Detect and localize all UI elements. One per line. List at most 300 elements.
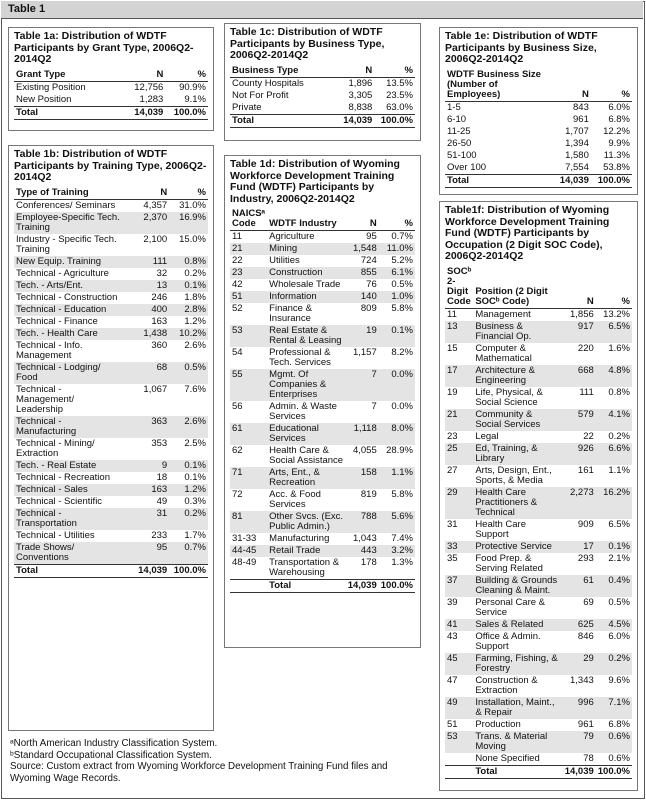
table-1a-grid [14,69,208,120]
table-cell: 443 [346,545,379,557]
table-cell: 8.0% [379,423,415,445]
column-header: N [115,69,165,82]
table-cell: 19 [346,325,379,347]
table-cell: 13 [123,280,170,292]
table-cell: Mgmt. Of Companies & Enterprises [267,369,345,401]
column-header: N [332,65,375,78]
table-1e-grid [445,69,632,188]
table-row [14,484,208,496]
table-cell: Technical - Construction [16,291,118,303]
table-row [445,387,632,409]
total-cell: Total [14,564,123,577]
table-cell: 68 [123,362,170,384]
total-cell: Total [445,174,550,187]
table-cell: 56 [232,401,243,412]
table-row [230,423,415,445]
table-row [445,697,632,719]
table-cell: 0.2% [608,430,630,442]
table-cell: 31.0% [179,199,206,211]
footnote-soc: ᵇStandard Occupational Classification System. [10,749,212,761]
total-cell: 14,039 [346,580,379,593]
table-cell: 961 [577,718,594,730]
total-cell: Total [14,106,115,119]
footnote-naics: ᵃNorth American Industry Classification System. [10,738,218,749]
table-row [445,619,632,631]
table-row [14,280,208,292]
table-cell: Technical - Finance [16,315,98,327]
table-cell: Trade Shows/ Conventions [14,542,123,565]
table-row [445,321,632,343]
table-cell: Personal Care & Service [475,596,546,618]
table-cell: 31 [123,508,170,530]
table-row [230,347,415,369]
table-cell: Tech. - Health Care [14,328,123,340]
table-cell: 10.2% [169,328,208,340]
table-cell: 55 [230,369,267,401]
table-1c-grid [230,65,415,128]
table-row [14,472,208,484]
table-row [445,597,632,619]
table-cell: 0.7% [391,231,413,242]
column-header: N [550,69,591,102]
total-row [445,765,632,778]
table-row [445,553,632,575]
table-row [230,445,415,467]
table-cell: Technical - Mining/ Extraction [16,437,95,459]
column-header: % [596,266,632,309]
table-cell: 0.2% [184,267,206,279]
table-cell: 1.3% [391,557,413,568]
table-cell: Business & Financial Op. [473,321,562,343]
table-1a [8,27,214,131]
table-cell: 11.3% [603,149,630,161]
table-cell: Technical - Sales [14,484,123,496]
total-row [445,174,632,187]
total-row [14,106,208,119]
table-row [445,719,632,731]
table-row [230,557,415,580]
table-cell: 90.9% [179,81,206,93]
table-cell: 72 [232,489,243,500]
table-cell: 53 [445,731,473,753]
table-cell: 161 [577,464,594,476]
table-cell: 0.5% [169,362,208,384]
total-row [14,564,208,577]
table-row [14,234,208,256]
table-cell: Technical - Recreation [16,471,110,483]
table-cell: 6.6% [596,443,632,465]
table-cell: Educational Services [267,423,345,445]
table-cell: Utilities [269,255,300,266]
total-cell: 100.0% [374,114,415,127]
table-cell: 6.5% [608,518,630,530]
table-cell: 843 [573,101,589,113]
table-cell: 2.5% [184,437,206,449]
table-cell: 11.0% [379,243,415,255]
table-row [445,150,632,162]
table-cell: 0.2% [596,653,632,675]
table-cell: 5.2% [391,255,413,266]
table-cell: 1,707 [565,125,589,137]
table-cell: 7.6% [184,383,206,395]
footnote-source: Source: Custom extract from Wyoming Workforce Development Training Fund files and Wyoming Wage Records. [10,761,388,784]
table-cell: 0.6% [608,752,630,764]
table-cell: County Hospitals [232,77,304,89]
table-cell: 1.7% [184,529,206,541]
table-cell: 22 [583,430,594,442]
table-cell: 51 [447,718,458,730]
table-cell: 4,357 [143,199,168,211]
table-row [445,731,632,753]
table-cell: 163 [151,315,168,327]
table-cell: 11 [447,308,457,320]
table-1d-title: Table 1d: Distribution of Wyoming Workforce Development Training Fund (WDTF) Participants by Industry, 2006Q2-2014Q2 [230,158,400,205]
table-row [14,496,208,508]
table-cell: 0.8% [608,386,630,398]
table-cell: 0.1% [169,280,208,292]
table-cell: 1,157 [352,347,377,358]
table-row [230,545,415,557]
table-cell: 8,838 [348,101,373,113]
table-cell: 47 [447,674,458,686]
table-cell: Ed, Training, & Library [473,443,562,465]
page-title: Table 1 [8,3,46,15]
table-row [230,303,415,325]
column-header: SOCᵇ 2-Digit Code [447,265,472,307]
table-cell: 45 [445,653,473,675]
table-cell: 2.8% [169,304,208,316]
table-cell: 18 [156,471,168,483]
column-header: Business Type [230,65,332,78]
table-cell: 625 [563,619,596,631]
table-row [230,291,415,303]
column-header: Grant Type [14,69,115,82]
column-header: % [591,69,632,102]
column-header: NAICSᵃ Code [232,208,266,229]
table-cell: Legal [475,430,499,442]
total-row [230,114,415,127]
table-cell: 41 [445,619,473,631]
table-cell: 6.8% [608,718,630,730]
table-cell: 1,580 [565,149,589,161]
table-cell: 12,756 [134,81,164,93]
table-cell: Professional & Tech. Services [269,347,331,368]
table-cell: 5.8% [391,303,413,314]
table-row [230,267,415,279]
table-cell: 6.1% [379,267,415,279]
table-cell: Technical - Lodging/ Food [14,362,123,384]
table-cell: 23.5% [386,89,413,101]
table-cell: 27 [447,464,458,476]
table-cell: 42 [232,279,243,290]
table-row [445,465,632,487]
total-cell: 14,039 [332,114,375,127]
table-cell: 360 [151,339,168,351]
table-row [14,268,208,280]
table-cell: 2,370 [123,212,170,234]
table-cell: 9.1% [184,93,206,105]
table-cell: 29 [445,487,473,519]
table-cell: Employee-Specific Tech. Training [14,212,123,234]
table-cell: 579 [563,409,596,431]
table-cell: 1-5 [447,101,461,113]
table-cell: Over 100 [447,161,487,173]
table-cell: 4.8% [596,365,632,387]
table-cell: 0.4% [596,575,632,597]
table-cell: 293 [577,552,594,564]
table-cell: Arts, Design, Ent., Sports, & Media [475,464,552,486]
table-cell: Production [475,718,521,730]
table-cell: 63.0% [386,101,413,113]
table-cell: Information [267,291,345,303]
table-cell: 95 [366,231,377,242]
table-cell: None Specified [475,752,540,764]
table-cell: 2.6% [169,416,208,438]
table-cell: 7 [346,369,379,401]
table-cell: 37 [445,575,473,597]
table-cell: Technical - Manufacturing [14,416,123,438]
total-cell: 14,039 [550,174,591,187]
table-cell: Existing Position [16,81,86,93]
table-cell: 0.0% [391,401,413,412]
column-header: N [346,208,379,231]
table-cell: 3,305 [348,89,373,101]
table-cell: 62 [232,445,243,456]
table-cell: 28.9% [386,445,413,456]
table-row [445,126,632,138]
table-header-row [14,69,208,82]
table-cell: 31 [447,518,458,530]
table-cell: Tech. - Arts/Ent. [14,280,123,292]
table-row [445,138,632,150]
table-1f-title: Table1f: Distribution of Wyoming Workforce Development Training Fund (WDTF) Participants by Occupation (2 Digit SOC Code), 2006Q2-2014Q2 [445,204,610,262]
table-row [230,325,415,347]
column-header: N [563,266,596,309]
table-cell: 1,067 [143,383,168,395]
table-cell: 9.9% [608,137,630,149]
table-cell: 1.1% [608,464,630,476]
table-cell: 6.5% [596,321,632,343]
table-cell: 0.5% [391,279,413,290]
table-row [445,162,632,175]
table-cell: Management [475,308,531,320]
table-cell: Technical - Info. Management [16,339,83,361]
table-cell: 16.2% [596,487,632,519]
table-cell: 6.0% [608,101,630,113]
table-cell: Food Prep. & Serving Related [475,552,543,574]
table-1d-grid [230,208,415,593]
table-cell: 1,548 [346,243,379,255]
table-cell: Community & Social Services [473,409,562,431]
table-cell: New Equip. Training [14,256,123,268]
table-cell: Mining [267,243,345,255]
table-cell: 23 [447,430,458,442]
table-cell: 17 [445,365,473,387]
table-cell: 6-10 [447,113,467,125]
table-cell: Technical - Agriculture [16,267,109,279]
table-cell: 1.2% [169,484,208,496]
table-cell: 4.5% [596,619,632,631]
table-row [445,653,632,675]
table-cell: 220 [577,342,594,354]
table-cell: 13.2% [603,308,630,320]
table-cell: 0.6% [596,731,632,753]
table-cell: 69 [583,596,594,608]
table-cell: 0.7% [169,542,208,565]
table-cell: 29 [563,653,596,675]
table-cell: Private [232,101,262,113]
table-cell: Technical - Management/ Leadership [16,383,75,415]
table-cell [445,753,473,766]
table-cell: 909 [577,518,594,530]
table-cell: 79 [563,731,596,753]
table-cell: 158 [346,467,379,489]
table-cell: 17 [563,541,596,553]
table-cell: 26-50 [447,137,472,149]
table-cell: 996 [563,697,596,719]
table-header-row [230,65,415,78]
table-cell: 788 [346,511,379,533]
total-cell: 100.0% [379,580,415,593]
table-cell: 6.8% [608,113,630,125]
table-row [445,575,632,597]
table-row [14,438,208,460]
table-header-row [230,208,415,231]
table-row [230,102,415,115]
table-row [445,675,632,697]
table-1d [224,155,421,648]
table-cell: 0.1% [169,460,208,472]
column-header: % [169,187,208,200]
table-row [14,212,208,234]
table-cell: Technical - Transportation [14,508,123,530]
table-cell: 246 [151,291,168,303]
table-row [14,304,208,316]
table-cell: 1.1% [379,467,415,489]
total-cell: 100.0% [165,106,208,119]
table-cell: Technical - Utilities [16,529,95,541]
table-cell: 54 [232,347,243,358]
column-header: % [165,69,208,82]
table-cell: 9.6% [608,674,630,686]
table-row [14,328,208,340]
table-row [445,101,632,114]
table-cell: 53.8% [603,161,630,173]
table-1e [439,27,638,195]
table-cell: 1,856 [569,308,594,320]
table-row [230,243,415,255]
table-header-row [445,266,632,309]
table-row [14,292,208,304]
table-row [14,340,208,362]
table-cell: 11-25 [447,125,471,137]
table-cell: Technical - Education [14,304,123,316]
table-cell: 0.2% [169,508,208,530]
table-cell: 71 [230,467,267,489]
table-row [14,316,208,328]
table-cell: 917 [563,321,596,343]
table-header-row [14,187,208,200]
table-cell: Health Care Practitioners & Technical [473,487,562,519]
total-cell: Total [230,114,332,127]
table-header-row [445,69,632,102]
table-row [14,508,208,530]
table-cell: Retail Trade [267,545,345,557]
table-cell: 1,896 [348,77,373,89]
table-cell: 21 [230,243,267,255]
table-cell: Technical - Scientific [16,495,103,507]
table-cell: 39 [447,596,458,608]
table-cell: 13 [445,321,473,343]
table-row [14,199,208,212]
table-cell: 51 [230,291,267,303]
table-cell: 1,438 [123,328,170,340]
table-cell: 0.8% [169,256,208,268]
table-cell: 7.4% [391,533,413,544]
table-cell: 1.6% [608,342,630,354]
total-cell: 100.0% [591,174,632,187]
table-row [445,443,632,465]
table-cell: 78 [583,752,594,764]
table-cell: 49 [445,697,473,719]
table-cell: Protective Service [473,541,562,553]
total-cell: Total [473,765,562,778]
table-cell: 13.5% [386,77,413,89]
table-cell: 1,283 [139,93,164,105]
column-header: N [123,187,170,200]
table-cell: Farming, Fishing, & Forestry [473,653,562,675]
table-cell: 6.0% [608,630,630,642]
table-cell: 53 [230,325,267,347]
table-1e-title: Table 1e: Distribution of WDTF Participants by Business Size, 2006Q2-2014Q2 [445,30,598,65]
table-cell: New Position [16,93,72,105]
table-cell: 7 [371,401,377,412]
table-cell: 44-45 [230,545,267,557]
table-cell: 2.1% [608,552,630,564]
table-cell: Computer & Mathematical [475,342,532,364]
table-cell: Industry - Specific Tech. Training [16,233,117,255]
table-cell: 0.1% [379,325,415,347]
table-cell: 961 [573,113,589,125]
table-cell: 48-49 [232,557,257,568]
table-cell: 33 [445,541,473,553]
table-cell: 0.1% [596,541,632,553]
table-cell: 1,343 [569,674,594,686]
table-cell: Acc. & Food Services [269,489,321,510]
table-cell: Architecture & Engineering [473,365,562,387]
table-1c-title: Table 1c: Distribution of WDTF Participants by Business Type, 2006Q2-2014Q2 [230,26,385,61]
table-row [14,460,208,472]
table-cell: 43 [447,630,458,642]
table-cell: Arts, Ent., & Recreation [267,467,345,489]
table-cell: 16.9% [169,212,208,234]
table-cell: 1,118 [346,423,379,445]
table-cell: 8.2% [391,347,413,358]
table-cell: 724 [360,255,377,266]
table-cell: Transportation & Warehousing [269,557,340,578]
table-cell: 163 [123,484,170,496]
table-cell: 668 [563,365,596,387]
table-cell: 52 [232,303,243,314]
total-cell: Total [267,580,345,593]
table-cell: 9 [123,460,170,472]
table-cell: 11 [232,231,242,242]
table-row [445,541,632,553]
table-row [14,94,208,107]
table-row [230,401,415,423]
table-cell: 111 [579,386,594,398]
table-cell: 61 [563,575,596,597]
